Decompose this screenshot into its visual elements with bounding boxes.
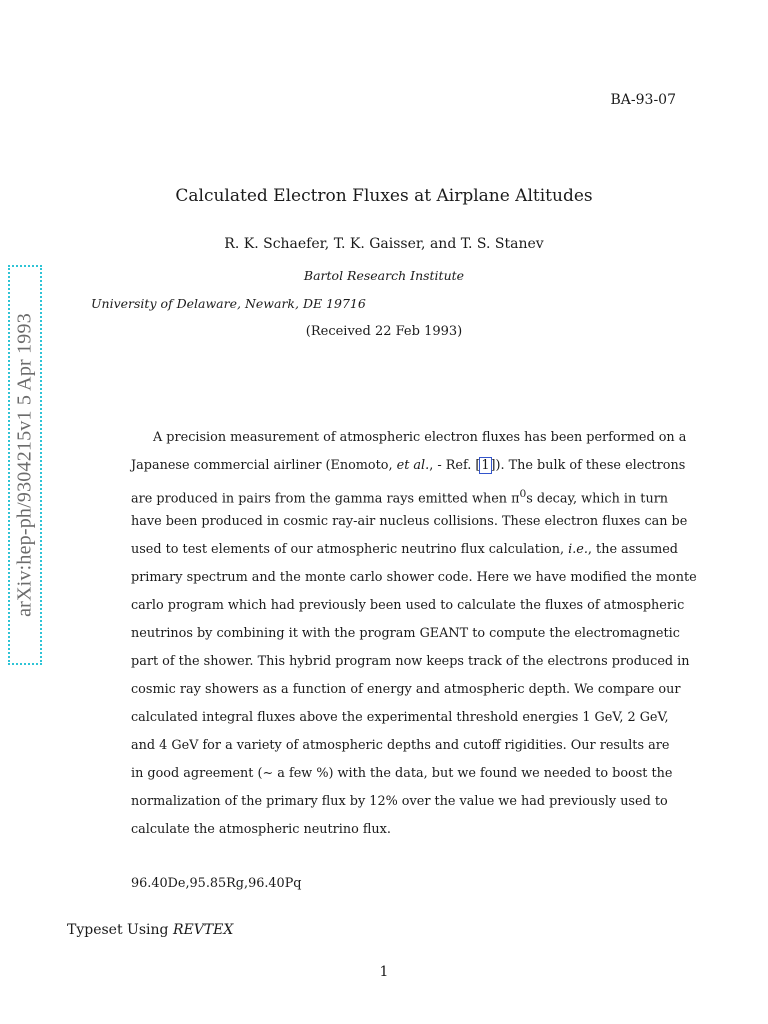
citation-link[interactable]: 1 (481, 458, 490, 473)
paper-title: Calculated Electron Fluxes at Airplane Altitudes (175, 186, 593, 206)
abstract-line: calculated integral fluxes above the experimental threshold energies 1 GeV, 2 GeV, (131, 710, 669, 725)
abstract-line: A precision measurement of atmospheric electron fluxes has been performed on a (153, 430, 687, 445)
abstract-line: normalization of the primary flux by 12% over the value we had previously used to (131, 794, 668, 809)
pacs-codes: 96.40De,95.85Rg,96.40Pq (131, 876, 302, 891)
institute-affiliation: Bartol Research Institute (303, 268, 465, 283)
abstract-line: calculate the atmospheric neutrino flux. (131, 822, 391, 837)
abstract-line: are produced in pairs from the gamma rays emitted when $\pi^0s$ decay, which in turn (131, 487, 669, 507)
abstract-line: neutrinos by combining it with the program GEANT to compute the electromagnetic (131, 626, 680, 641)
abstract-line: part of the shower. This hybrid program now keeps track of the electrons produced in (131, 654, 690, 669)
abstract-line: used to test elements of our atmospheric neutrino flux calculation, i.e., the assumed (131, 542, 678, 557)
author-list: R. K. Schaefer, T. K. Gaisser, and T. S. Stanev (224, 236, 544, 252)
page-number: 1 (379, 964, 389, 980)
received-date: (Received 22 Feb 1993) (305, 324, 463, 339)
abstract-line: carlo program which had previously been used to calculate the fluxes of atmospheric (131, 598, 685, 613)
typeset-name: REVTEX (172, 922, 234, 938)
arxiv-stamp-text: arXiv:hep-ph/9304215v1 5 Apr 1993 (13, 313, 36, 617)
abstract-line: and 4 GeV for a variety of atmospheric depths and cutoff rigidities. Our results are (131, 738, 670, 753)
abstract (131, 424, 697, 844)
abstract-line: have been produced in cosmic ray-air nucleus collisions. These electron fluxes can be (131, 514, 688, 529)
abstract-line: in good agreement (∼ a few %) with the data, but we found we needed to boost the (131, 766, 673, 781)
abstract-line: Japanese commercial airliner (Enomoto, et al., - Ref. [1]). The bulk of these electrons (131, 458, 686, 473)
university-affiliation: University of Delaware, Newark, DE 19716 (91, 296, 366, 311)
typeset-note: Typeset Using REVTEX (67, 922, 234, 938)
report-number: BA-93-07 (610, 92, 676, 108)
abstract-line: cosmic ray showers as a function of energy and atmospheric depth. We compare our (131, 682, 681, 697)
abstract-line: primary spectrum and the monte carlo shower code. Here we have modified the monte (131, 570, 697, 585)
